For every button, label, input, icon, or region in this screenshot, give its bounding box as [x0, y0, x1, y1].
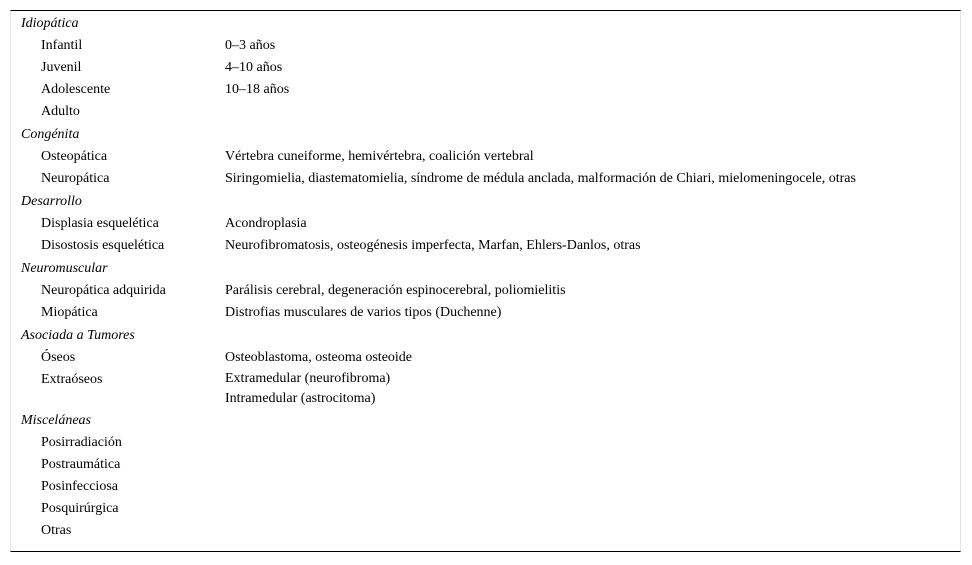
table-row [11, 79, 960, 101]
row-description: Siringomielia, diastematomielia, síndrome de médula anclada, malformación de Chiari, mielomeningocele, otras [225, 171, 856, 186]
table-row [11, 101, 960, 123]
row-name: Extraóseos [41, 372, 103, 387]
row-name: Adolescente [41, 82, 111, 97]
row-description: Neurofibromatosis, osteogénesis imperfecta, Marfan, Ehlers-Danlos, otras [225, 238, 641, 253]
category-label: Neuromuscular [21, 261, 108, 276]
row-name: Osteopática [41, 149, 108, 164]
category-row [11, 257, 960, 280]
row-name: Óseos [41, 350, 76, 365]
table-row [11, 520, 960, 542]
row-name: Posquirúrgica [41, 501, 119, 516]
row-description: 0–3 años [225, 38, 276, 53]
row-name: Infantil [41, 38, 83, 53]
category-label: Idiopática [21, 16, 79, 31]
category-label: Congénita [21, 127, 80, 142]
table-row [11, 35, 960, 57]
table-row [11, 432, 960, 454]
category-label: Desarrollo [21, 194, 82, 209]
table-row [11, 168, 960, 190]
category-row [11, 190, 960, 213]
category-label: Misceláneas [21, 413, 91, 428]
table-row [11, 235, 960, 257]
table-row [11, 146, 960, 168]
row-name: Miopática [41, 305, 98, 320]
row-name: Postraumática [41, 457, 121, 472]
table-row [11, 369, 960, 409]
row-name: Juvenil [41, 60, 82, 75]
row-name: Adulto [41, 104, 80, 119]
table-row [11, 347, 960, 369]
row-description [225, 369, 390, 409]
category-row [11, 324, 960, 347]
category-row [11, 409, 960, 432]
table-row [11, 280, 960, 302]
category-label: Asociada a Tumores [21, 328, 135, 343]
table-row [11, 213, 960, 235]
table-row [11, 302, 960, 324]
description-line: Intramedular (astrocitoma) [225, 391, 376, 406]
table-row [11, 454, 960, 476]
row-name: Otras [41, 523, 72, 538]
category-row [11, 123, 960, 146]
row-description: 10–18 años [225, 82, 290, 97]
row-name: Disostosis esquelética [41, 238, 165, 253]
row-name: Posirradiación [41, 435, 122, 450]
row-description: 4–10 años [225, 60, 283, 75]
table-row [11, 57, 960, 79]
row-description: Acondroplasia [225, 216, 307, 231]
table-row [11, 476, 960, 498]
row-name: Neuropática adquirida [41, 283, 166, 298]
category-row [11, 12, 960, 35]
row-description: Vértebra cuneiforme, hemivértebra, coalición vertebral [225, 149, 534, 164]
row-name: Posinfecciosa [41, 479, 118, 494]
row-description: Osteoblastoma, osteoma osteoide [225, 350, 413, 365]
classification-table [10, 10, 961, 552]
row-name: Neuropática [41, 171, 110, 186]
description-line: Extramedular (neurofibroma) [225, 371, 391, 386]
row-name: Displasia esquelética [41, 216, 159, 231]
row-description: Distrofias musculares de varios tipos (Duchenne) [225, 305, 502, 320]
row-description: Parálisis cerebral, degeneración espinocerebral, poliomielitis [225, 283, 566, 298]
table-row [11, 498, 960, 520]
